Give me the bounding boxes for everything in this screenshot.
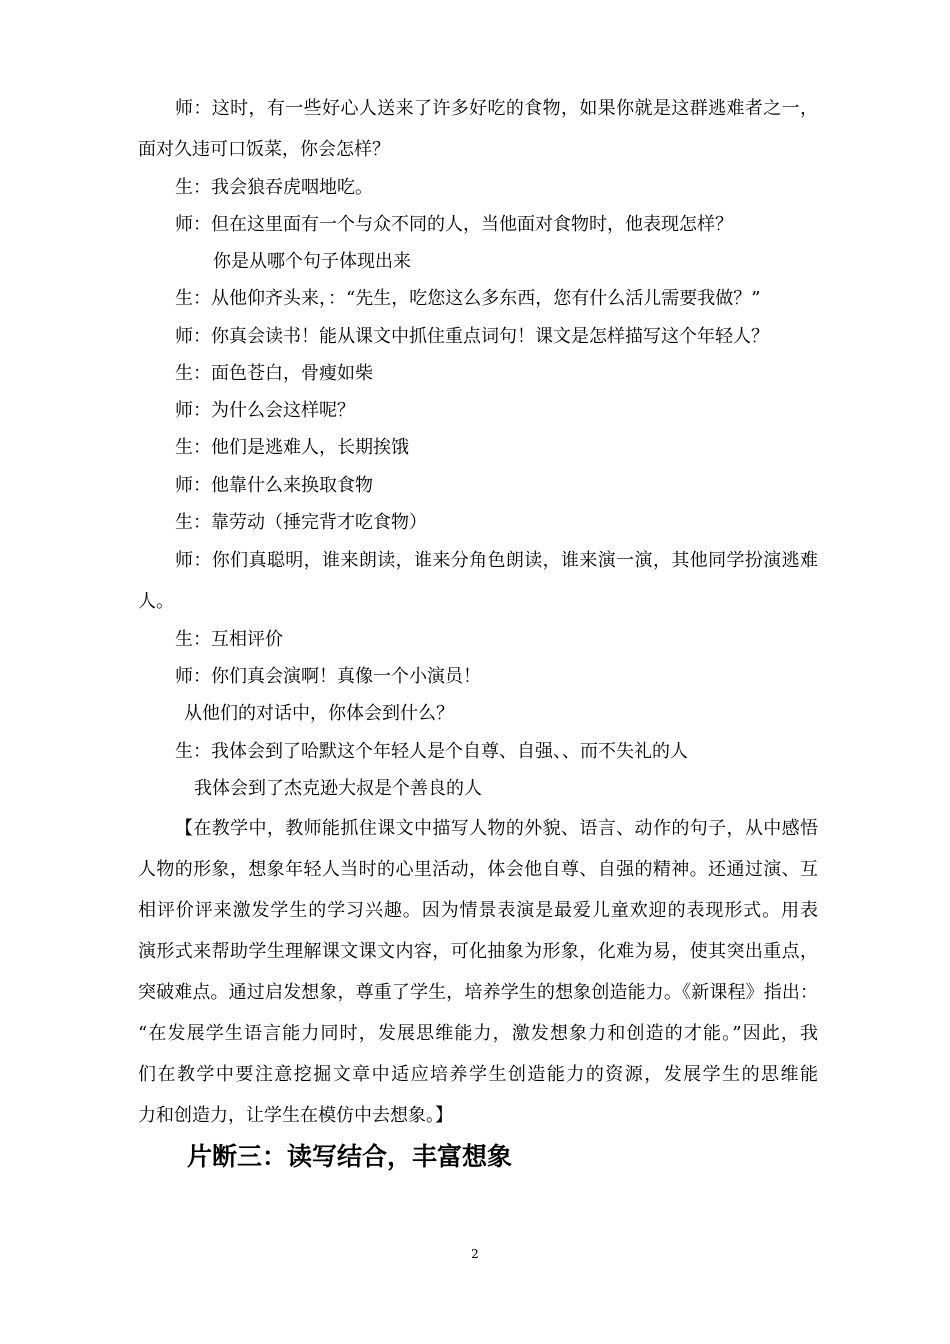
dialogue-line: 生：我会狼吞虎咽地吃。 — [175, 177, 373, 198]
dialogue-line: 师：你们真聪明，谁来朗读，谁来分角色朗读，谁来演一演，其他同学扮演逃难 — [175, 550, 818, 571]
dialogue-line: 生：互相评价 — [175, 629, 283, 650]
dialogue-line: 师：他靠什么来换取食物 — [175, 475, 373, 496]
dialogue-line: 生：面色苍白，骨瘦如柴 — [175, 363, 373, 384]
dialogue-line: 从他们的对话中，你体会到什么？ — [184, 703, 454, 724]
dialogue-line: 人。 — [138, 591, 174, 612]
dialogue-line: 你是从哪个句子体现出来 — [213, 251, 411, 272]
page-number: 2 — [471, 1247, 479, 1261]
dialogue-line: 生：他们是逃难人，长期挨饿 — [175, 437, 409, 458]
commentary-line: “在发展学生语言能力同时，发展思维能力，激发想象力和创造的才能。”因此，我 — [138, 1023, 818, 1044]
dialogue-line: 师：但在这里面有一个与众不同的人，当他面对食物时，他表现怎样？ — [175, 214, 733, 235]
dialogue-line: 我体会到了杰克逊大叔是个善良的人 — [194, 778, 482, 799]
commentary-line: 突破难点。通过启发想象，尊重了学生，培养学生的想象创造能力。《新课程》指出： — [138, 982, 818, 1003]
dialogue-line: 生：从他仰齐头来，：“先生，吃您这么多东西，您有什么活儿需要我做？” — [175, 288, 761, 309]
commentary-line: 力和创造力，让学生在模仿中去想象。】 — [138, 1105, 453, 1126]
dialogue-line: 面对久违可口饭菜，你会怎样？ — [138, 139, 390, 160]
dialogue-line: 师：为什么会这样呢？ — [175, 400, 355, 421]
dialogue-line: 师：你们真会演啊！真像一个小演员！ — [175, 666, 481, 687]
dialogue-line: 生：我体会到了哈默这个年轻人是个自尊、自强、、而不失礼的人 — [175, 741, 688, 762]
commentary-line: 【在教学中，教师能抓住课文中描写人物的外貌、语言、动作的句子，从中感悟 — [175, 818, 818, 839]
commentary-line: 演形式来帮助学生理解课文课文内容，可化抽象为形象，化难为易，使其突出重点， — [138, 941, 818, 962]
commentary-line: 相评价评来激发学生的学习兴趣。因为情景表演是最爱儿童欢迎的表现形式。用表 — [138, 900, 818, 921]
commentary-line: 人物的形象，想象年轻人当时的心里活动，体会他自尊、自强的精神。还通过演、互 — [138, 859, 818, 880]
section-heading: 片断三：读写结合，丰富想象 — [187, 1142, 513, 1171]
dialogue-line: 生：靠劳动（捶完背才吃食物） — [175, 512, 427, 533]
dialogue-line: 师：你真会读书！能从课文中抓住重点词句！课文是怎样描写这个年轻人？ — [175, 326, 769, 347]
commentary-line: 们在教学中要注意挖掘文章中适应培养学生创造能力的资源，发展学生的思维能 — [138, 1064, 818, 1085]
dialogue-line: 师：这时，有一些好心人送来了许多好吃的食物，如果你就是这群逃难者之一， — [175, 98, 818, 119]
